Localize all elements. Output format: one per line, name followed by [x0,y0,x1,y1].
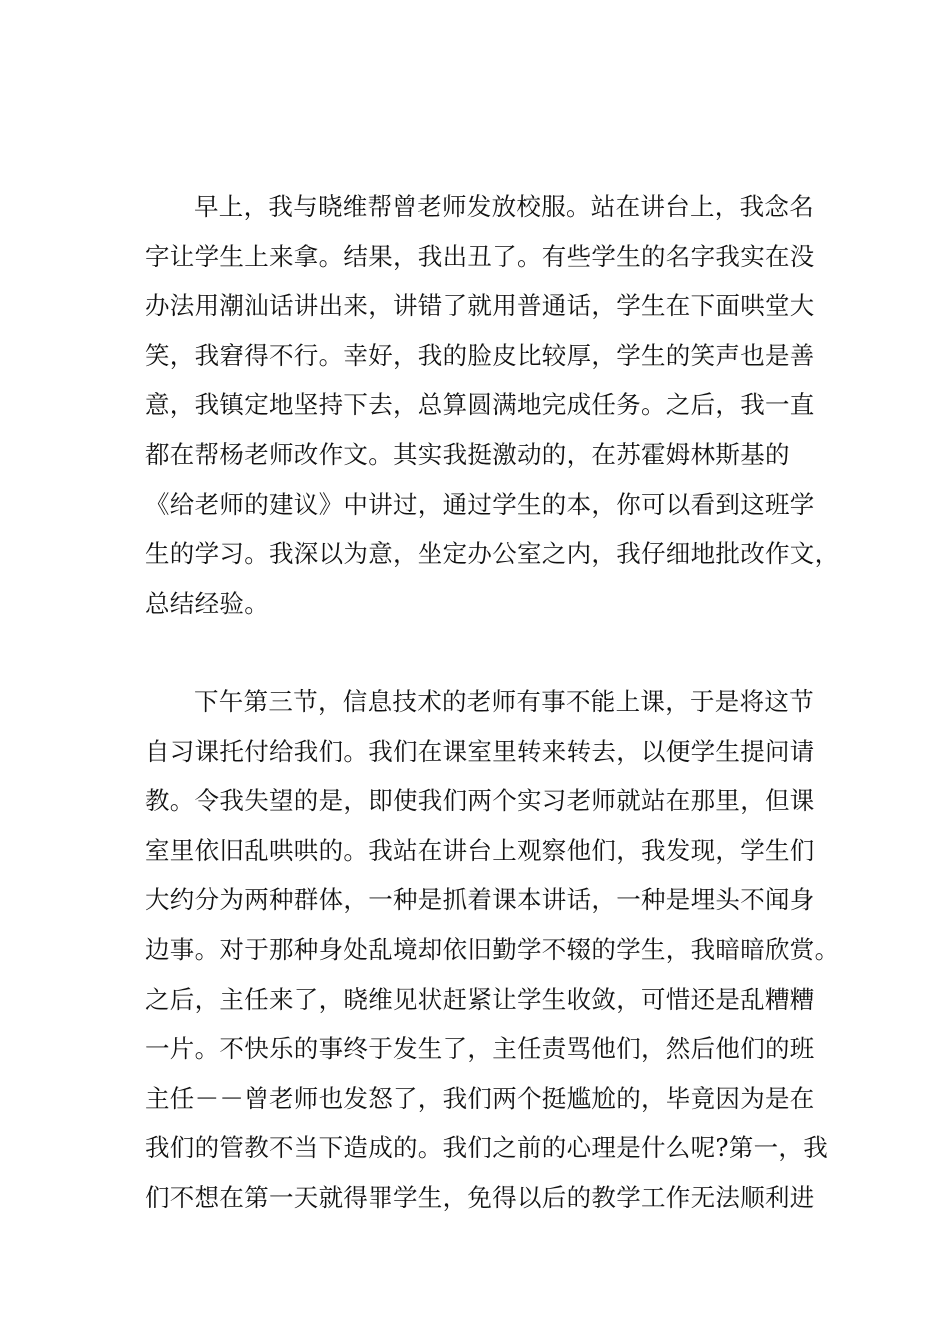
paragraph-line: 字让学生上来拿。结果，我出丑了。有些学生的名字我实在没 [145,241,815,271]
paragraph-line: 自习课托付给我们。我们在课室里转来转去，以便学生提问请 [145,736,815,766]
paragraph-line: 《给老师的建议》中讲过，通过学生的本，你可以看到这班学 [145,489,815,519]
paragraph-line: 生的学习。我深以为意，坐定办公室之内，我仔细地批改作文， [145,539,840,569]
paragraph-line: 教。令我失望的是，即使我们两个实习老师就站在那里，但课 [145,786,815,816]
paragraph-line: 下午第三节，信息技术的老师有事不能上课，于是将这节 [194,687,814,716]
paragraph-line: 早上，我与晓维帮曾老师发放校服。站在讲台上，我念名 [194,192,814,221]
paragraph-line: 室里依旧乱哄哄的。我站在讲台上观察他们，我发现，学生们 [145,835,815,865]
paragraph-line: 大约分为两种群体，一种是抓着课本讲话，一种是埋头不闻身 [145,885,815,915]
paragraph-line: 笑，我窘得不行。幸好，我的脸皮比较厚，学生的笑声也是善 [145,340,815,370]
paragraph-line: 一片。不快乐的事终于发生了，主任责骂他们，然后他们的班 [145,1034,815,1064]
paragraph-afternoon [145,677,840,1223]
paragraph-line: 边事。对于那种身处乱境却依旧勤学不辍的学生，我暗暗欣赏。 [145,934,840,964]
paragraph-line: 主任－－曾老师也发怒了，我们两个挺尴尬的，毕竟因为是在 [145,1083,815,1113]
paragraph-line: 总结经验。 [145,588,269,618]
paragraph-line: 们不想在第一天就得罪学生，免得以后的教学工作无法顺利进 [145,1182,815,1212]
paragraph-line: 都在帮杨老师改作文。其实我挺激动的，在苏霍姆林斯基的 [145,439,790,469]
paragraph-line: 之后，主任来了，晓维见状赶紧让学生收敛，可惜还是乱糟糟 [145,984,815,1014]
paragraph-line: 办法用潮汕话讲出来，讲错了就用普通话，学生在下面哄堂大 [145,291,815,321]
paragraph-morning [145,182,840,628]
paragraph-line: 意，我镇定地坚持下去，总算圆满地完成任务。之后，我一直 [145,390,815,420]
paragraph-line: 我们的管教不当下造成的。我们之前的心理是什么呢?第一，我 [145,1133,829,1163]
